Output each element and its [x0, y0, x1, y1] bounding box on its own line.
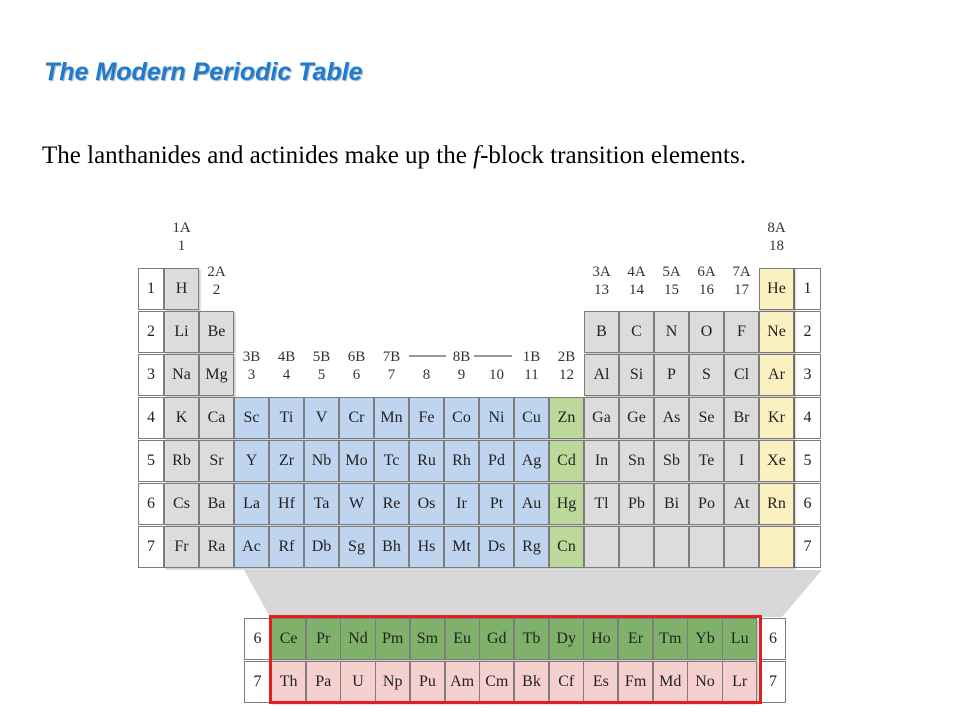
element-cell-co: Co	[444, 397, 479, 439]
element-cell-sc: Sc	[234, 397, 269, 439]
fblock-cell-er: Er	[618, 618, 653, 660]
connector-band	[244, 570, 822, 617]
period-label-right: 6	[794, 483, 821, 525]
group-label	[409, 348, 444, 384]
fblock-cell-tm: Tm	[653, 618, 688, 660]
element-cell-tl: Tl	[584, 483, 619, 525]
element-cell-f: F	[724, 311, 759, 353]
period-label-left: 1	[138, 268, 164, 310]
fblock-cell-ce: Ce	[271, 618, 306, 660]
element-cell-nb: Nb	[304, 440, 339, 482]
element-cell-cn: Cn	[549, 526, 584, 568]
page-title: The Modern Periodic Table	[44, 58, 363, 86]
group-label-cas: 2B	[557, 349, 576, 365]
element-cell-tc: Tc	[374, 440, 409, 482]
fblock-period-label-right: 6	[760, 618, 786, 660]
group-label-cas: 6B	[347, 349, 366, 365]
element-cell-ru: Ru	[409, 440, 444, 482]
element-cell-rn: Rn	[759, 483, 794, 525]
period-label-left: 5	[138, 440, 164, 482]
fblock-cell-tb: Tb	[514, 618, 549, 660]
group-label-cas: 4A	[627, 264, 646, 280]
element-cell-p: P	[654, 354, 689, 396]
fblock-cell-th: Th	[271, 661, 306, 703]
fblock-cell-pa: Pa	[306, 661, 341, 703]
group-label-iupac: 16	[699, 282, 714, 298]
element-cell-mn: Mn	[374, 397, 409, 439]
group-label-iupac: 8	[422, 367, 431, 383]
period-label-right: 4	[794, 397, 821, 439]
fblock-cell-bk: Bk	[514, 661, 549, 703]
fblock-cell-lu: Lu	[722, 618, 757, 660]
subtitle-emphasis: f	[473, 142, 481, 169]
element-cell-rf: Rf	[269, 526, 304, 568]
element-cell-ga: Ga	[584, 397, 619, 439]
fblock-cell-dy: Dy	[549, 618, 584, 660]
group-label-cas: 3B	[242, 349, 261, 365]
group-label	[619, 263, 654, 299]
element-cell-hg: Hg	[549, 483, 584, 525]
element-cell-ta: Ta	[304, 483, 339, 525]
fblock-cell-cm: Cm	[479, 661, 514, 703]
fblock-cell-nd: Nd	[340, 618, 375, 660]
group-label-iupac: 17	[734, 282, 749, 298]
element-cell-na: Na	[164, 354, 199, 396]
element-cell-b: B	[584, 311, 619, 353]
element-cell-cu: Cu	[514, 397, 549, 439]
fblock-period-label-left: 6	[244, 618, 271, 660]
element-cell-sg: Sg	[339, 526, 374, 568]
element-cell-rh: Rh	[444, 440, 479, 482]
element-cell-be: Be	[199, 311, 234, 353]
fblock-cell-ho: Ho	[583, 618, 618, 660]
fblock-cell-es: Es	[583, 661, 618, 703]
group-label-cas	[479, 348, 514, 366]
element-cell-xe: Xe	[759, 440, 794, 482]
fblock-cell-sm: Sm	[410, 618, 445, 660]
element-cell-mg: Mg	[199, 354, 234, 396]
group-label-iupac: 7	[387, 367, 396, 383]
element-cell-ca: Ca	[199, 397, 234, 439]
group-label	[304, 348, 339, 384]
element-cell-br: Br	[724, 397, 759, 439]
group-label-cas: 7A	[732, 264, 751, 280]
element-cell-rb: Rb	[164, 440, 199, 482]
element-cell-po: Po	[689, 483, 724, 525]
fblock-cell-md: Md	[653, 661, 688, 703]
fblock-cell-eu: Eu	[445, 618, 480, 660]
element-cell-cd: Cd	[549, 440, 584, 482]
element-cell-o: O	[689, 311, 724, 353]
fblock-cell-am: Am	[445, 661, 480, 703]
fblock-cell-no: No	[687, 661, 722, 703]
group-label	[199, 263, 234, 299]
group-label	[269, 348, 304, 384]
element-cell-at: At	[724, 483, 759, 525]
element-cell-db: Db	[304, 526, 339, 568]
fblock-cell-yb: Yb	[687, 618, 722, 660]
element-cell-in: In	[584, 440, 619, 482]
element-cell-sr: Sr	[199, 440, 234, 482]
group-label-iupac: 15	[664, 282, 679, 298]
group-label-cas: 2A	[207, 264, 226, 280]
group-label-iupac: 18	[769, 238, 784, 254]
element-cell-ni: Ni	[479, 397, 514, 439]
group-label	[584, 263, 619, 299]
element-cell-te: Te	[689, 440, 724, 482]
group-label-iupac: 10	[489, 367, 504, 383]
group-label-cas: 4B	[277, 349, 296, 365]
element-cell-kr: Kr	[759, 397, 794, 439]
group-label-iupac: 4	[282, 367, 291, 383]
fblock-cell-pm: Pm	[375, 618, 410, 660]
group-label-cas: 5A	[662, 264, 681, 280]
element-cell-empty	[759, 526, 794, 568]
group-label-cas: 1A	[172, 220, 191, 236]
group-label-iupac: 13	[594, 282, 609, 298]
period-label-right: 5	[794, 440, 821, 482]
fblock-period-label-right: 7	[760, 661, 786, 703]
element-cell-hf: Hf	[269, 483, 304, 525]
element-cell-al: Al	[584, 354, 619, 396]
element-cell-re: Re	[374, 483, 409, 525]
period-label-right: 3	[794, 354, 821, 396]
fblock-cell-fm: Fm	[618, 661, 653, 703]
element-cell-bi: Bi	[654, 483, 689, 525]
group-label-cas: 6A	[697, 264, 716, 280]
element-cell-ac: Ac	[234, 526, 269, 568]
element-cell-mt: Mt	[444, 526, 479, 568]
group-label-cas	[409, 348, 444, 366]
element-cell-empty	[689, 526, 724, 568]
element-cell-pb: Pb	[619, 483, 654, 525]
period-label-left: 7	[138, 526, 164, 568]
period-label-left: 2	[138, 311, 164, 353]
element-cell-y: Y	[234, 440, 269, 482]
fblock-period-label-left: 7	[244, 661, 271, 703]
fblock-cell-pu: Pu	[410, 661, 445, 703]
element-cell-rg: Rg	[514, 526, 549, 568]
element-cell-os: Os	[409, 483, 444, 525]
group-label-iupac: 6	[352, 367, 361, 383]
element-cell-ra: Ra	[199, 526, 234, 568]
element-cell-ba: Ba	[199, 483, 234, 525]
element-cell-cs: Cs	[164, 483, 199, 525]
group-label-cas: 1B	[522, 349, 541, 365]
element-cell-zn: Zn	[549, 397, 584, 439]
element-cell-la: La	[234, 483, 269, 525]
fblock-cell-u: U	[340, 661, 375, 703]
element-cell-ir: Ir	[444, 483, 479, 525]
subtitle-before: The lanthanides and actinides make up the	[42, 142, 474, 169]
group-label	[339, 348, 374, 384]
element-cell-fr: Fr	[164, 526, 199, 568]
group-label	[549, 348, 584, 384]
fblock-cell-gd: Gd	[479, 618, 514, 660]
period-label-right: 1	[794, 268, 821, 310]
group-label-iupac: 12	[559, 367, 574, 383]
element-cell-sn: Sn	[619, 440, 654, 482]
element-cell-mo: Mo	[339, 440, 374, 482]
element-cell-as: As	[654, 397, 689, 439]
period-label-left: 4	[138, 397, 164, 439]
group-label-cas: 5B	[312, 349, 331, 365]
element-cell-ds: Ds	[479, 526, 514, 568]
element-cell-ne: Ne	[759, 311, 794, 353]
group-label	[654, 263, 689, 299]
fblock-cell-cf: Cf	[549, 661, 584, 703]
group-label-cas: 3A	[592, 264, 611, 280]
group-label	[444, 348, 479, 384]
element-cell-n: N	[654, 311, 689, 353]
group-label	[724, 263, 759, 299]
fblock-cell-np: Np	[375, 661, 410, 703]
group-label-cas: 7B	[382, 349, 401, 365]
group-label	[479, 348, 514, 384]
group-label-iupac: 14	[629, 282, 644, 298]
period-label-right: 7	[794, 526, 821, 568]
element-cell-empty	[619, 526, 654, 568]
period-label-right: 2	[794, 311, 821, 353]
element-cell-c: C	[619, 311, 654, 353]
group-label	[514, 348, 549, 384]
element-cell-ag: Ag	[514, 440, 549, 482]
element-cell-ge: Ge	[619, 397, 654, 439]
element-cell-empty	[654, 526, 689, 568]
group-label	[164, 219, 199, 255]
element-cell-h: H	[164, 268, 199, 310]
element-cell-w: W	[339, 483, 374, 525]
element-cell-empty	[584, 526, 619, 568]
element-cell-ar: Ar	[759, 354, 794, 396]
element-cell-bh: Bh	[374, 526, 409, 568]
element-cell-pd: Pd	[479, 440, 514, 482]
group-label	[689, 263, 724, 299]
element-cell-v: V	[304, 397, 339, 439]
element-cell-li: Li	[164, 311, 199, 353]
group-label-iupac: 9	[457, 367, 466, 383]
group-label-iupac: 2	[212, 282, 221, 298]
element-cell-k: K	[164, 397, 199, 439]
element-cell-sb: Sb	[654, 440, 689, 482]
group-label-cas: 8B	[452, 349, 471, 365]
element-cell-fe: Fe	[409, 397, 444, 439]
group-label	[374, 348, 409, 384]
group-label-cas: 8A	[767, 220, 786, 236]
group-label-iupac: 1	[177, 238, 186, 254]
element-cell-s: S	[689, 354, 724, 396]
element-cell-he: He	[759, 268, 794, 310]
element-cell-zr: Zr	[269, 440, 304, 482]
element-cell-i: I	[724, 440, 759, 482]
element-cell-cl: Cl	[724, 354, 759, 396]
element-cell-ti: Ti	[269, 397, 304, 439]
element-cell-hs: Hs	[409, 526, 444, 568]
period-label-left: 6	[138, 483, 164, 525]
element-cell-se: Se	[689, 397, 724, 439]
element-cell-empty	[724, 526, 759, 568]
group-label	[234, 348, 269, 384]
group-label-iupac: 3	[247, 367, 256, 383]
group-label-iupac: 5	[317, 367, 326, 383]
group-label-iupac: 11	[524, 367, 539, 383]
element-cell-cr: Cr	[339, 397, 374, 439]
period-label-left: 3	[138, 354, 164, 396]
group-label	[759, 219, 794, 255]
element-cell-si: Si	[619, 354, 654, 396]
fblock-cell-lr: Lr	[722, 661, 757, 703]
fblock-cell-pr: Pr	[306, 618, 341, 660]
element-cell-au: Au	[514, 483, 549, 525]
element-cell-pt: Pt	[479, 483, 514, 525]
subtitle-after: -block transition elements.	[480, 142, 746, 169]
